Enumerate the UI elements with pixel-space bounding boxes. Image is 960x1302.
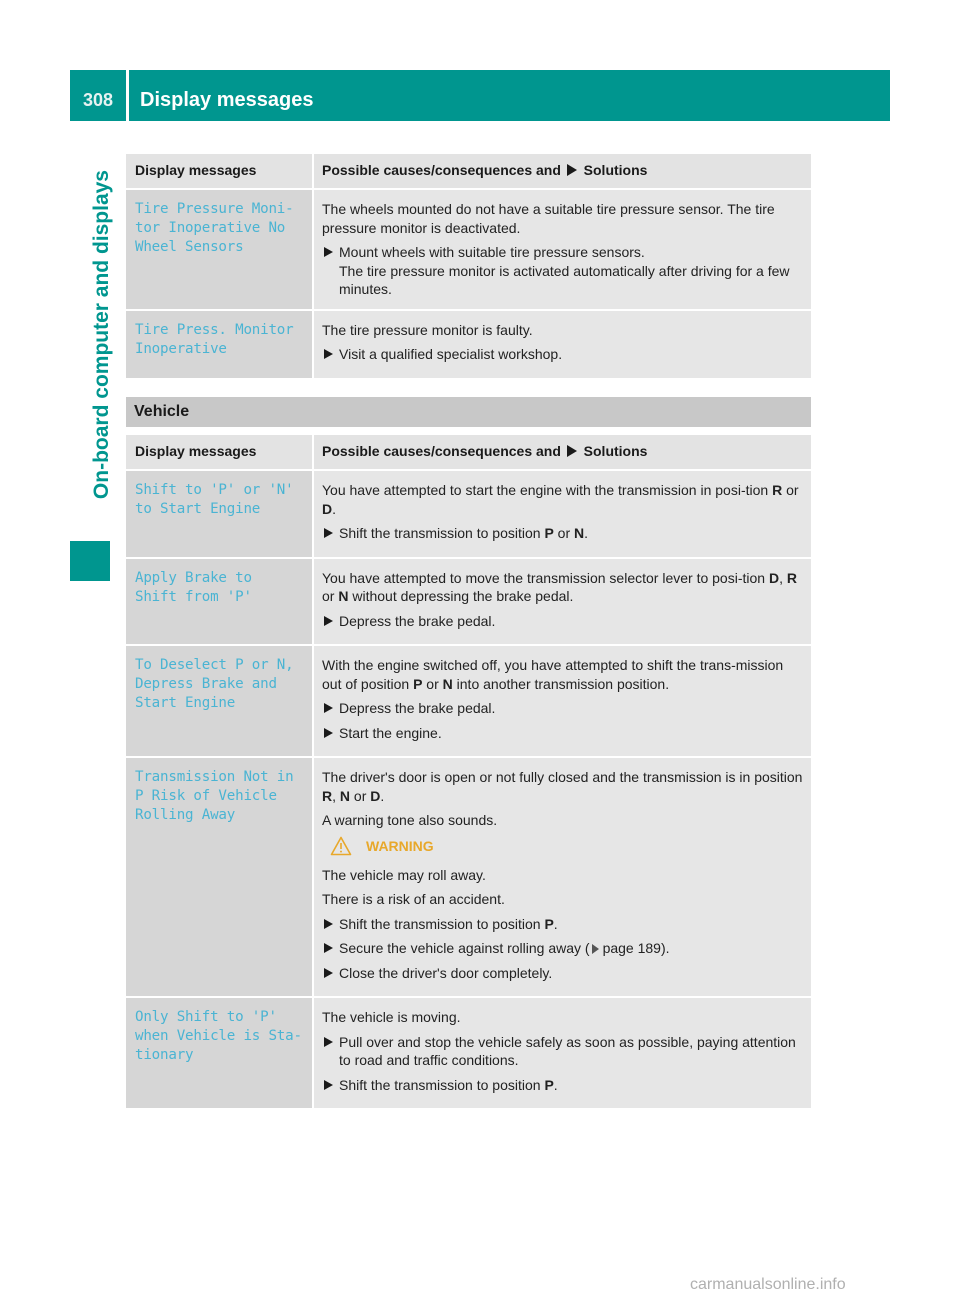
table-row bbox=[126, 646, 811, 758]
table-row bbox=[126, 190, 811, 311]
cause-text-2: A warning tone also sounds. bbox=[322, 812, 498, 828]
display-message: To Deselect P or N, Depress Brake and Start Engine bbox=[135, 657, 294, 711]
table-header-row bbox=[126, 154, 811, 190]
watermark: carmanualsonline.info bbox=[690, 1276, 846, 1293]
chapter-label: On-board computer and displays bbox=[90, 170, 113, 500]
tire-pressure-table bbox=[126, 154, 811, 378]
step-text: Visit a qualified specialist workshop. bbox=[339, 346, 563, 362]
cause-text: The vehicle is moving. bbox=[322, 1009, 461, 1025]
col-header-causes-label: Possible causes/consequences and bbox=[322, 162, 561, 178]
cause-text: The wheels mounted do not have a suitable tire pressure sensor. The tire pressure monitor is deactivated. bbox=[322, 201, 775, 236]
solution-step bbox=[322, 243, 803, 299]
vehicle-table bbox=[126, 435, 811, 1108]
step-arrow-icon bbox=[324, 703, 333, 713]
step-arrow-icon bbox=[324, 943, 333, 953]
solution-step: Shift the transmission to position P. bbox=[322, 915, 803, 934]
solution-step: Pull over and stop the vehicle safely as soon as possible, paying attention to road and traffic conditions. bbox=[322, 1033, 803, 1070]
step-text: Mount wheels with suitable tire pressure sensors. bbox=[339, 244, 645, 260]
step-arrow-icon bbox=[324, 349, 333, 359]
step-arrow-icon bbox=[324, 1037, 333, 1047]
step-arrow-icon bbox=[324, 528, 333, 538]
col-header-causes-label: Possible causes/consequences and bbox=[322, 443, 561, 459]
step-arrow-icon bbox=[324, 247, 333, 257]
solution-step: Depress the brake pedal. bbox=[322, 699, 803, 718]
col-header-display-messages: Display messages bbox=[126, 435, 314, 469]
solution-step: Shift the transmission to position P. bbox=[322, 1076, 803, 1095]
display-message: Only Shift to 'P' when Vehicle is Sta‐ tionary bbox=[135, 1009, 302, 1063]
step-arrow-icon bbox=[324, 728, 333, 738]
solution-step: Secure the vehicle against rolling away ( page 189). bbox=[322, 939, 803, 958]
display-message: Apply Brake to Shift from 'P' bbox=[135, 569, 252, 605]
page-title: Display messages bbox=[140, 89, 314, 111]
table-header-row bbox=[126, 435, 811, 471]
table-row bbox=[126, 559, 811, 647]
arrow-right-icon bbox=[567, 164, 577, 176]
cause-text: With the engine switched off, you have attempted to shift the trans-mission out of position P or N into another transmission position. bbox=[322, 657, 784, 692]
step-arrow-icon bbox=[324, 1080, 333, 1090]
warning-triangle-icon bbox=[330, 836, 352, 856]
table-row bbox=[126, 311, 811, 378]
page-ref-link[interactable]: page 189). bbox=[602, 940, 670, 956]
warning-text: WARNING bbox=[366, 837, 434, 854]
display-message: Transmission Not in P Risk of Vehicle Rolling Away bbox=[135, 769, 294, 823]
cause-text: The driver's door is open or not fully closed and the transmission is in position R, N or D. bbox=[322, 769, 803, 804]
page-number: 308 bbox=[82, 90, 114, 110]
solution-step: Close the driver's door completely. bbox=[322, 964, 803, 983]
step-arrow-icon bbox=[324, 968, 333, 978]
section-heading: Vehicle bbox=[126, 397, 811, 427]
cause-text: You have attempted to move the transmission selector lever to posi-tion D, R or N without depressing the brake pedal. bbox=[322, 569, 797, 604]
solution-step: Depress the brake pedal. bbox=[322, 612, 803, 631]
solution-step: Shift the transmission to position P or N. bbox=[322, 524, 803, 543]
display-message: Tire Pressure Moni‐ tor Inoperative No Wheel Sensors bbox=[135, 201, 294, 255]
display-message: Tire Press. Monitor Inoperative bbox=[135, 321, 294, 357]
warning-label bbox=[330, 836, 803, 856]
step-note: The tire pressure monitor is activated automatically after driving for a few minutes. bbox=[339, 262, 790, 297]
arrow-right-icon bbox=[567, 445, 577, 457]
warning-line: The vehicle may roll away. bbox=[322, 866, 486, 883]
page-ref-icon bbox=[592, 944, 599, 954]
col-header-solutions-label: Solutions bbox=[583, 162, 648, 178]
table-row bbox=[126, 471, 811, 559]
warning-line: There is a risk of an accident. bbox=[322, 891, 505, 907]
solution-step: Start the engine. bbox=[322, 724, 803, 743]
solution-step bbox=[322, 345, 803, 364]
display-message: Shift to 'P' or 'N' to Start Engine bbox=[135, 482, 294, 517]
table-row bbox=[126, 998, 811, 1108]
col-header-causes bbox=[314, 435, 811, 469]
col-header-solutions-label: Solutions bbox=[583, 443, 648, 459]
step-arrow-icon bbox=[324, 616, 333, 626]
table-row bbox=[126, 758, 811, 998]
header-divider bbox=[126, 70, 129, 121]
step-arrow-icon bbox=[324, 919, 333, 929]
col-header-display-messages: Display messages bbox=[126, 154, 314, 188]
cause-text: The tire pressure monitor is faulty. bbox=[322, 321, 533, 338]
cause-text: You have attempted to start the engine with the transmission in posi-tion R or D. bbox=[322, 482, 799, 517]
col-header-causes bbox=[314, 154, 811, 188]
chapter-marker bbox=[70, 541, 110, 581]
